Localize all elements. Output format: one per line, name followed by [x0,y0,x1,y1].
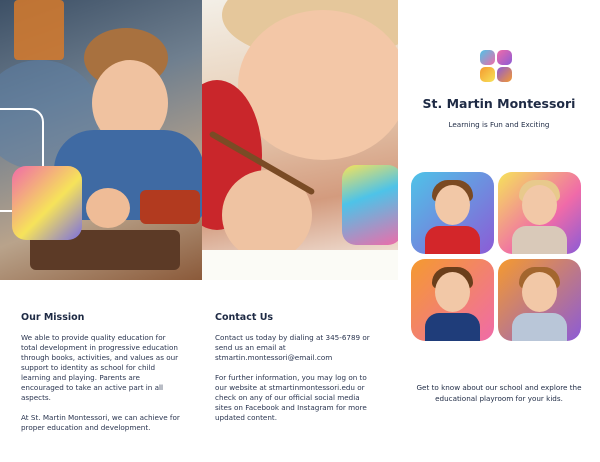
contact-title: Contact Us [215,312,274,323]
mission-section [21,312,181,443]
kid-photo-boy-smiling [498,259,581,341]
photo-boy-playing-trains [0,0,202,280]
contact-paragraph: Contact us today by dialing at 345-6789 or send us an email at stmartin.montessori@email.com [215,333,370,362]
mission-paragraph: At St. Martin Montessori, we can achieve for proper education and development. [21,413,180,432]
kid-photo-girl-eating [411,259,494,341]
photo-toy-train [140,190,200,224]
photo-child-drawing [202,0,398,280]
mission-paragraph: We able to provide quality education for total development in progressive education through books, activities, and values as our support to identity as school for child learning and playing. Parents are encouraged to take an active part in all aspects. [21,333,179,402]
kid-photo-girl-hands-on-cheeks [498,172,581,254]
decorative-gradient-square [342,165,398,245]
right-panel [398,0,600,462]
photo-boy-hand [86,188,130,228]
contact-section [215,312,375,433]
photo-paper [202,250,398,280]
mission-title: Our Mission [21,312,85,323]
photo-child-face [238,10,398,160]
kid-photo-boy-red-shirt [411,172,494,254]
right-panel-cta-text: Get to know about our school and explore the educational playroom for your kids. [416,383,582,403]
school-name: St. Martin Montessori [422,96,576,111]
school-logo-icon [480,50,514,84]
contact-paragraph: For further information, you may log on to our website at stmartinmontessori.edu or check on any of our official social media sites on Facebook and Instagram for more updated content. [215,373,367,422]
school-tagline: Learning is Fun and Exciting [448,120,550,129]
decorative-gradient-square [12,166,82,240]
photo-toy-tower [14,0,64,60]
